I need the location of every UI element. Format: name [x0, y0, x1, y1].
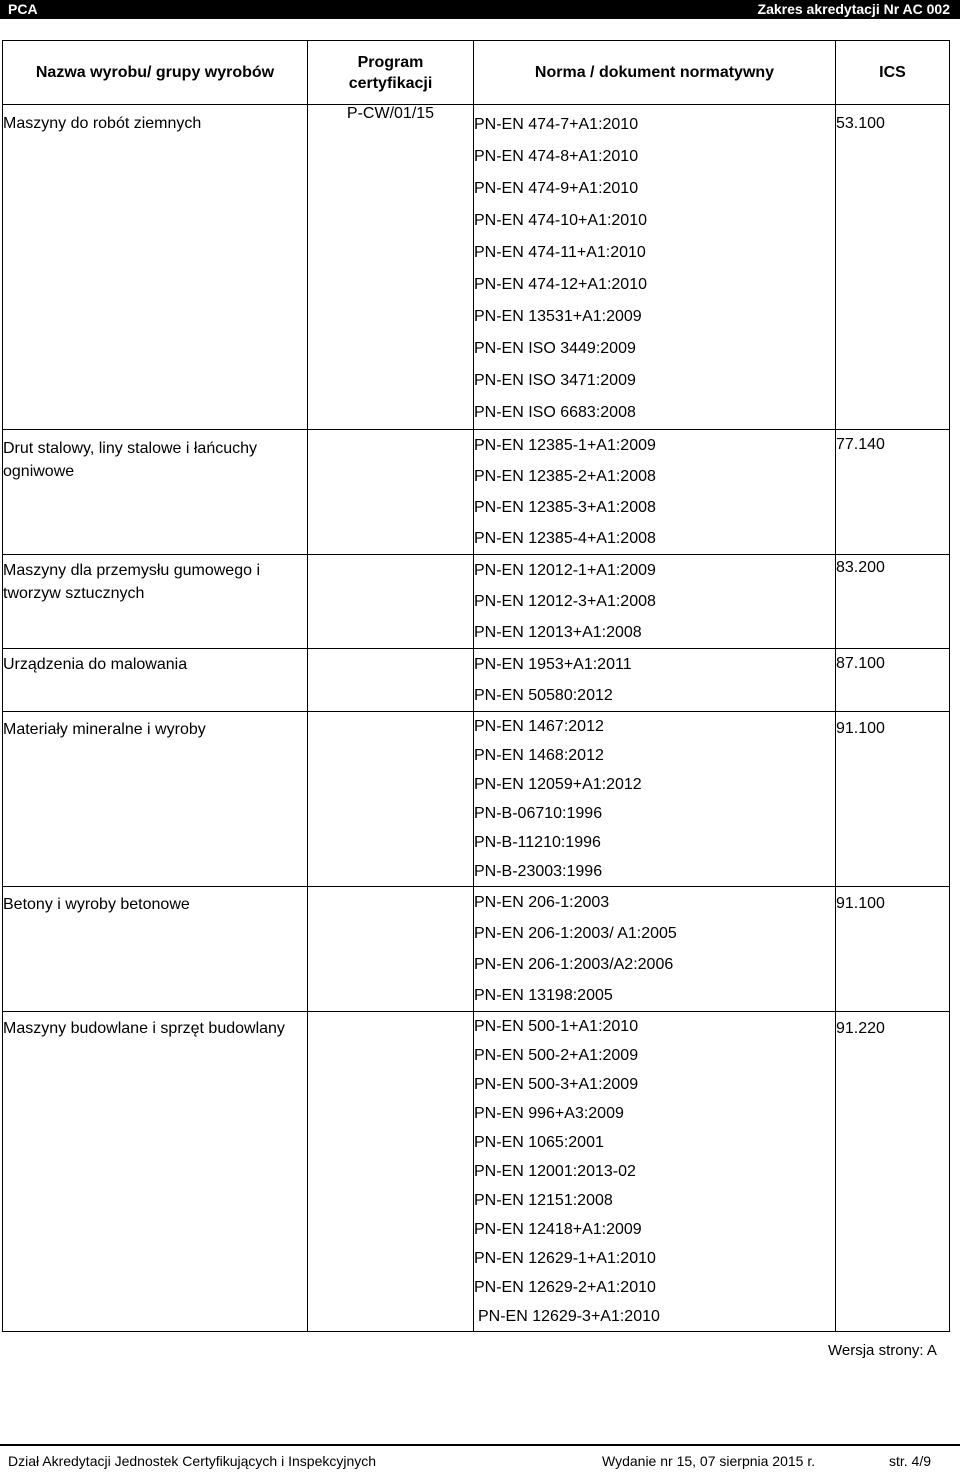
standard-item: PN-EN 474-10+A1:2010	[474, 212, 647, 229]
standard-item: PN-EN 12629-3+A1:2010	[478, 1308, 660, 1325]
column-header-program-line2: certyfikacji	[348, 74, 433, 92]
column-header-program	[308, 41, 474, 105]
standards-cell	[474, 1012, 836, 1332]
accreditation-table	[2, 40, 950, 1332]
standard-item: PN-EN 12059+A1:2012	[474, 776, 642, 793]
product-group-name: Maszyny do robót ziemnych	[3, 105, 308, 430]
standard-item: PN-EN 500-3+A1:2009	[474, 1076, 639, 1093]
certification-program	[308, 887, 474, 1012]
column-header-program-line1: Program	[357, 53, 424, 71]
table-row	[3, 555, 950, 649]
standard-item: PN-EN 12629-2+A1:2010	[474, 1279, 656, 1296]
ics-code: 91.220	[836, 1012, 950, 1332]
standards-cell	[474, 555, 836, 649]
standard-item: PN-B-23003:1996	[474, 863, 603, 880]
standard-item: PN-EN 12012-3+A1:2008	[474, 593, 656, 610]
standard-item: PN-EN 12013+A1:2008	[474, 624, 642, 641]
standard-item: PN-EN 12151:2008	[474, 1192, 613, 1209]
standard-item: PN-EN 1953+A1:2011	[474, 656, 632, 673]
certification-program	[308, 555, 474, 649]
column-header-name: Nazwa wyrobu/ grupy wyrobów	[3, 41, 308, 105]
ics-code: 77.140	[836, 430, 950, 555]
footer-department: Dział Akredytacji Jednostek Certyfikujących i Inspekcyjnych	[8, 1453, 377, 1469]
standard-item: PN-EN 13198:2005	[474, 987, 613, 1004]
table-row	[3, 105, 950, 430]
table-row	[3, 1012, 950, 1332]
ics-code: 87.100	[836, 649, 950, 712]
table-header-row	[3, 41, 950, 105]
table-body	[3, 105, 950, 1332]
product-group-name: Maszyny dla przemysłu gumowego i tworzyw sztucznych	[3, 555, 308, 649]
standard-item: PN-EN 12418+A1:2009	[474, 1221, 642, 1238]
standard-item: PN-EN 12012-1+A1:2009	[474, 562, 656, 579]
standard-item: PN-EN 1065:2001	[474, 1134, 604, 1151]
standard-item: PN-EN 12385-4+A1:2008	[474, 530, 656, 547]
table-row	[3, 712, 950, 887]
page-header-bar	[0, 0, 960, 19]
standard-item: PN-B-06710:1996	[474, 805, 603, 822]
table-row	[3, 649, 950, 712]
standards-cell	[474, 105, 836, 430]
header-right-label: Zakres akredytacji Nr AC 002	[757, 1, 950, 17]
standard-item: PN-EN 1468:2012	[474, 747, 604, 764]
standard-item: PN-EN 12001:2013-02	[474, 1163, 636, 1180]
product-group-name: Urządzenia do malowania	[3, 649, 308, 712]
product-group-name: Materiały mineralne i wyroby	[3, 712, 308, 887]
standard-item: PN-B-11210:1996	[474, 834, 601, 851]
product-group-name: Betony i wyroby betonowe	[3, 887, 308, 1012]
standard-item: PN-EN 50580:2012	[474, 687, 613, 704]
product-group-name: Drut stalowy, liny stalowe i łańcuchy ogniwowe	[3, 430, 308, 555]
header-left-label: PCA	[8, 1, 38, 17]
table-row	[3, 430, 950, 555]
certification-program	[308, 712, 474, 887]
standard-item: PN-EN 996+A3:2009	[474, 1105, 624, 1122]
standards-cell	[474, 712, 836, 887]
standard-item: PN-EN ISO 3471:2009	[474, 372, 636, 389]
standard-item: PN-EN 206-1:2003/ A1:2005	[474, 925, 677, 942]
standard-item: PN-EN 474-8+A1:2010	[474, 148, 639, 165]
column-header-norm: Norma / dokument normatywny	[474, 41, 836, 105]
certification-program	[308, 649, 474, 712]
standard-item: PN-EN 12629-1+A1:2010	[474, 1250, 656, 1267]
ics-code: 53.100	[836, 105, 950, 430]
standard-item: PN-EN ISO 6683:2008	[474, 404, 636, 421]
product-group-name: Maszyny budowlane i sprzęt budowlany	[3, 1012, 308, 1332]
standard-item: PN-EN 1467:2012	[474, 718, 604, 735]
certification-program	[308, 430, 474, 555]
standard-item: PN-EN 474-7+A1:2010	[474, 116, 639, 133]
standard-item: PN-EN 500-1+A1:2010	[474, 1018, 639, 1035]
page-version-label: Wersja strony: A	[828, 1342, 937, 1359]
standard-item: PN-EN 12385-3+A1:2008	[474, 499, 656, 516]
certification-program	[308, 1012, 474, 1332]
standards-cell	[474, 430, 836, 555]
table-row	[3, 887, 950, 1012]
standard-item: PN-EN 474-11+A1:2010	[474, 244, 646, 261]
footer-edition: Wydanie nr 15, 07 sierpnia 2015 r.	[602, 1453, 816, 1469]
standards-cell	[474, 887, 836, 1012]
standard-item: PN-EN 206-1:2003	[474, 894, 610, 911]
ics-code: 91.100	[836, 712, 950, 887]
ics-code: 83.200	[836, 555, 950, 649]
standard-item: PN-EN 206-1:2003/A2:2006	[474, 956, 674, 973]
standard-item: PN-EN 474-9+A1:2010	[474, 180, 639, 197]
standards-cell	[474, 649, 836, 712]
standard-item: PN-EN 12385-2+A1:2008	[474, 468, 656, 485]
footer-page-number: str. 4/9	[889, 1453, 932, 1469]
standard-item: PN-EN 474-12+A1:2010	[474, 276, 647, 293]
standard-item: PN-EN 500-2+A1:2009	[474, 1047, 639, 1064]
column-header-ics: ICS	[836, 41, 950, 105]
standard-item: PN-EN 13531+A1:2009	[474, 308, 642, 325]
ics-code: 91.100	[836, 887, 950, 1012]
standard-item: PN-EN 12385-1+A1:2009	[474, 437, 656, 454]
footer-divider	[0, 1444, 960, 1446]
certification-program: P-CW/01/15	[308, 105, 474, 430]
standard-item: PN-EN ISO 3449:2009	[474, 340, 636, 357]
